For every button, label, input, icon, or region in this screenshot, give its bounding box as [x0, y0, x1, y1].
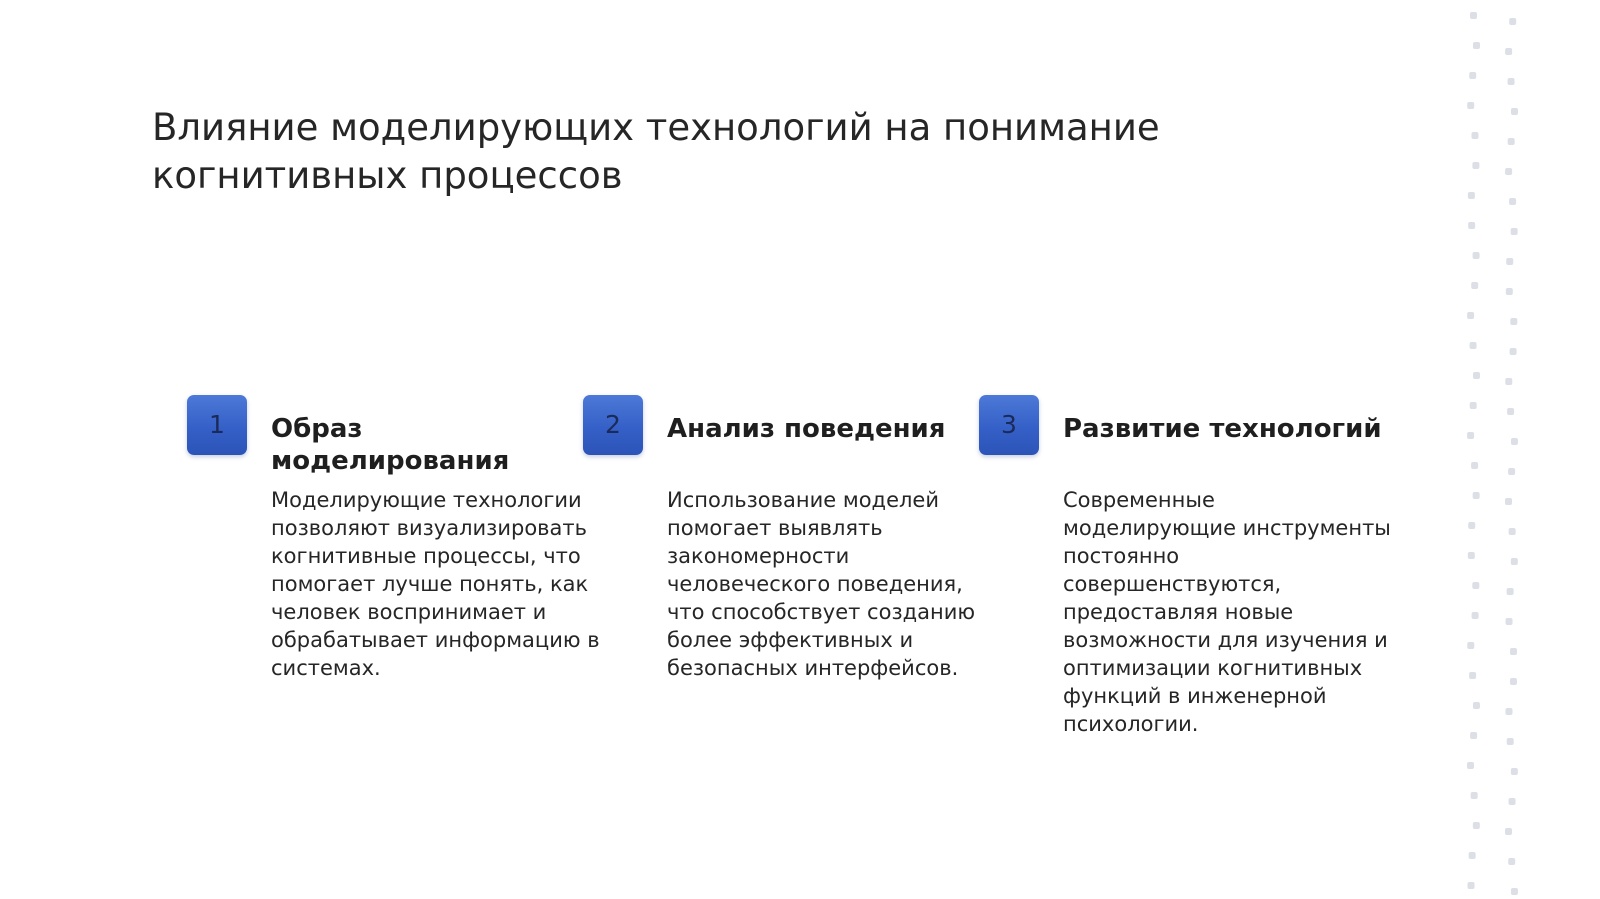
decorative-dot: [1473, 252, 1480, 259]
decorative-dot: [1505, 48, 1512, 55]
step-text-3: Современные моделирующие инструменты постоянно совершенствуются, предоставляя новые возможности для изучения и оптимизации когнитивных функций в инженерной психологии.: [1063, 488, 1391, 736]
decorative-dot: [1469, 852, 1476, 859]
decorative-dot: [1508, 468, 1515, 475]
decorative-dot: [1468, 552, 1475, 559]
decorative-dot: [1468, 222, 1475, 229]
decorative-dot: [1469, 672, 1476, 679]
decorative-dot: [1508, 138, 1515, 145]
decorative-dot: [1473, 42, 1480, 49]
decorative-dot: [1510, 678, 1517, 685]
decorative-dot: [1505, 498, 1512, 505]
step-card-2: [583, 395, 993, 755]
step-text-2: Использование моделей помогает выявлять закономерности человеческого поведения, что способствует созданию более эффективных и безопасных интерфейсов.: [667, 488, 976, 680]
decorative-dot: [1506, 618, 1513, 625]
decorative-dot: [1471, 282, 1478, 289]
step-title-3: Развитие технологий: [1063, 414, 1382, 444]
decorative-dot: [1505, 378, 1512, 385]
decorative-dot: [1470, 732, 1477, 739]
decorative-dot: [1473, 822, 1480, 829]
decorative-dot: [1471, 132, 1478, 139]
step-title-1: Образ моделирования: [271, 414, 510, 476]
decorative-dot: [1472, 612, 1479, 619]
decorative-dot: [1470, 12, 1477, 19]
decorative-dot: [1507, 738, 1514, 745]
step-card-1: [187, 395, 600, 755]
decorative-dot: [1505, 168, 1512, 175]
step-text-1: Моделирующие технологии позволяют визуализировать когнитивные процессы, что помогает лучше понять, как человек воспринимает и обрабатывает информацию в системах.: [271, 488, 600, 680]
decorative-dot: [1470, 402, 1477, 409]
decorative-dot: [1505, 708, 1512, 715]
decorative-dot: [1511, 558, 1518, 565]
decorative-dot: [1473, 702, 1480, 709]
step-title-2: Анализ поведения: [667, 414, 946, 444]
slide-title: Влияние моделирующих технологий на понимание когнитивных процессов: [152, 106, 1160, 197]
step-number-badge-3: 3: [979, 395, 1039, 455]
step-number-badge-2: 2: [583, 395, 643, 455]
decorative-dot: [1507, 408, 1514, 415]
decorative-dot: [1467, 642, 1474, 649]
decorative-dot: [1506, 288, 1513, 295]
decorative-dot: [1468, 192, 1475, 199]
decorative-dot: [1510, 318, 1517, 325]
decorative-dot: [1467, 432, 1474, 439]
decorative-dot: [1509, 18, 1516, 25]
decorative-dot: [1509, 198, 1516, 205]
decorative-dot: [1469, 72, 1476, 79]
decorative-dot: [1467, 762, 1474, 769]
decorative-dot: [1473, 492, 1480, 499]
decorative-dot: [1506, 258, 1513, 265]
decorative-dot: [1508, 78, 1515, 85]
decorative-dot: [1467, 102, 1474, 109]
step-number-badge-1: 1: [187, 395, 247, 455]
decorative-dot: [1471, 462, 1478, 469]
decorative-dot: [1470, 342, 1477, 349]
decorative-dot: [1508, 858, 1515, 865]
decorative-dots-pattern: [1448, 0, 1538, 899]
decorative-dot: [1473, 372, 1480, 379]
decorative-dot: [1471, 792, 1478, 799]
decorative-dot: [1511, 108, 1518, 115]
decorative-dot: [1505, 828, 1512, 835]
decorative-dot: [1511, 888, 1518, 895]
step-card-3: [979, 395, 1389, 755]
decorative-dot: [1472, 162, 1479, 169]
decorative-dot: [1509, 528, 1516, 535]
decorative-dot: [1507, 588, 1514, 595]
decorative-dot: [1511, 768, 1518, 775]
decorative-dot: [1468, 882, 1475, 889]
decorative-dot: [1510, 348, 1517, 355]
decorative-dot: [1468, 522, 1475, 529]
decorative-dot: [1472, 582, 1479, 589]
decorative-dot: [1511, 438, 1518, 445]
decorative-dot: [1509, 798, 1516, 805]
decorative-dot: [1511, 228, 1518, 235]
decorative-dot: [1510, 648, 1517, 655]
decorative-dot: [1467, 312, 1474, 319]
